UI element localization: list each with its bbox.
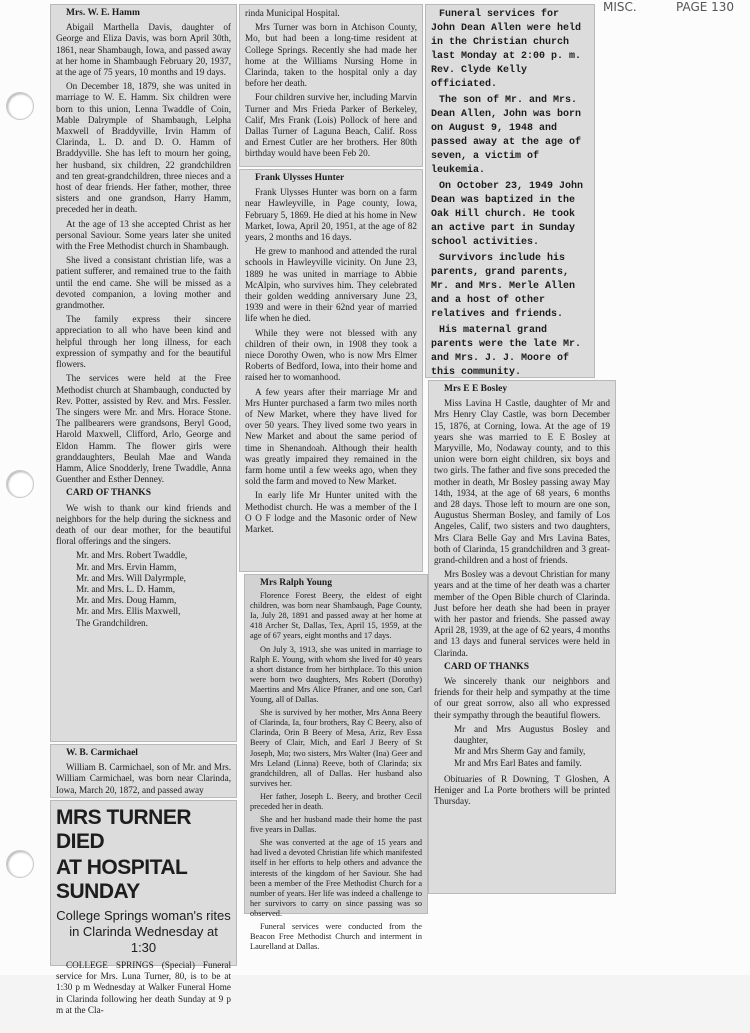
- binder-hole: [6, 470, 34, 498]
- paragraph: Miss Lavina H Castle, daughter of Mr and Mrs Henry Clay Castle, was born December 15, 1876, at Corning, Iowa. At the age of 19 years she was married to E E Bosley at Maryville, Mo, Nodaway county, and to this union were born eight children, six boys and two girls. The father and five sons preceded the mother in death, Mr Bosley passing away May 14th, 1934, at the age of 68 years, 6 months and 28 days. Those left to mourn are one son, Augustus Sherman Bosley, and family of Los Angeles, Calif, two sisters and two daughters, Mrs Clara Belle Gay and Mrs Lavina Bates, both of Clarinda, 15 grandchildren and 3 great-grand-children and a host of friends.: [434, 398, 610, 566]
- signature-line: Mr. and Mrs. Ervin Hamm,: [76, 561, 177, 572]
- signature-line: Mr. and Mrs. L. D. Hamm,: [76, 583, 176, 594]
- clipping-carmichael: [50, 744, 237, 798]
- paragraph: rinda Municipal Hospital.: [245, 8, 340, 18]
- subheadline: [56, 908, 231, 956]
- clipping-young: [244, 574, 428, 952]
- margin-note-page: PAGE 130: [676, 0, 735, 14]
- binder-hole: [6, 92, 34, 120]
- clipping-turner-continued: [239, 4, 423, 167]
- signature-line: Mr. and Mrs. Doug Hamm,: [76, 595, 177, 606]
- paragraph: Obituaries of R Downing, T Gloshen, A Heniger and La Porte brothers will be printed Thursday.: [434, 773, 610, 807]
- paragraph: Florence Forest Beery, the eldest of eight children, was born near Shambaugh, Page County, Ia, July 28, 1891 and passed away at her home at 418 Archer St, Dallas, Tex, April 15, 1959, at the age of 67 years, eight months and 17 days.: [250, 591, 422, 641]
- paragraph: Her father, Joseph L. Beery, and brother Cecil preceded her in death.: [250, 791, 422, 811]
- obituary-title: W. B. Carmichael: [66, 748, 138, 758]
- paragraph: Four children survive her, including Marvin Turner and Mrs Frieda Parker of Berkeley, Calif, Mrs Frank (Lois) Pollock of here and Dallas Turner of Laguna Beach, Calif. Ross and Ernest Cutler are her brothers. Her 80th birthday would have been Feb 20.: [245, 92, 417, 159]
- paragraph: The son of Mr. and Mrs. Dean Allen, John was born on August 9, 1948 and passed away at the age of seven, a victim of leukemia.: [431, 95, 582, 176]
- paragraph: Frank Ulysses Hunter was born on a farm near Hawleyville, in Page county, Iowa, February 5, 1869. He died at his home in New Market, Iowa, April 20, 1951, at the age of 82 years, 2 months and 16 days.: [245, 187, 417, 243]
- paragraph: He grew to manhood and attended the rural schools in Hawleyville vicinity. On June 23, 1889 he was united in marriage to Abbie McAlpin, who survives him. They celebrated their golden wedding anniversary June 23, 1939 and were in their 62nd year of married life when he died.: [245, 246, 417, 324]
- paragraph: Survivors include his parents, grand parents, Mr. and Mrs. Merle Allen and a host of other relatives and friends.: [431, 253, 576, 320]
- paragraph: Funeral services were conducted from the Beacon Free Methodist Church and interment in Laurelland at Dallas.: [250, 922, 422, 952]
- paragraph: On July 3, 1913, she was united in marriage to Ralph E. Young, with whom she lived for 40 years a short distance from her birthplace. To this union were born two daughters, Mrs Robert (Dorothy) Maertins and Mrs Alice Pfraner, and one son, Carl Young, all of Dallas.: [250, 644, 422, 705]
- paragraph: While they were not blessed with any children of their own, in 1908 they took a niece Dorothy Owen, who is now Mrs Elmer Roberts of Bedford, Iowa, into their home and raised her to womanhood.: [245, 327, 417, 383]
- paragraph: On October 23, 1949 John Dean was baptized in the Oak Hill church. He took an active part in Sunday school activities.: [431, 181, 584, 248]
- signature-line: The Grandchildren.: [76, 617, 148, 628]
- obituary-title: Mrs E E Bosley: [444, 384, 508, 394]
- card-of-thanks-title: CARD OF THANKS: [66, 488, 151, 499]
- paragraph: Funeral services for John Dean Allen were held in the Christian church last Monday at 2:00 p. m. Rev. Clyde Kelly officiated.: [431, 9, 582, 90]
- paragraph: The family express their sincere appreciation to all who have been kind and helpful through her long illness, for each expression of sympathy and for the beautiful flowers.: [56, 314, 231, 370]
- signature-line: Mr. and Mrs. Robert Twaddle,: [76, 550, 188, 561]
- paragraph: She was converted at the age of 15 years and had lived a devoted Christian life which manifested itself in her efforts to help others and advance the interests of the kingdom of her Saviour. She had been a member of the Free Methodist Church for a number of years. Her life was indeed a challenge to her survivors to carry on since passing was so observed.: [250, 838, 422, 918]
- paragraph: She lived a consistant christian life, was a patient sufferer, and remained true to the faith until the end came. She will be missed as a devoted companion, a loving mother and grandmother.: [56, 255, 231, 311]
- obituary-title: Frank Ulysses Hunter: [255, 173, 345, 183]
- clipping-hunter: [239, 169, 423, 572]
- paragraph: Mrs Bosley was a devout Christian for many years and at the time of her death was a charter member of the Open Bible church of Clarinda. Just before her death she had been in prayer with her pastor and friends. She passed away April 28, 1939, at the age of 62 years, 4 months and 13 days and funeral services were held in Clarinda.: [434, 569, 610, 658]
- clipping-allen: [425, 4, 595, 378]
- paragraph: We wish to thank our kind friends and neighbors for the help during the sickness and death of our dear mother, for the beautiful floral offerings and the singers.: [56, 502, 231, 547]
- paragraph: The services were held at the Free Methodist church at Shambaugh, conducted by Rev. Potter, assisted by Rev. and Mrs. Fessler. The singers were Mr. and Mrs. Horace Stone. The pallbearers were grandsons, Beryl Good, Harold Maxwell, Clifford, Arlo, George and Eldon Hamm. The flower girls were granddaughters, Beulah Mae and Wanda Hamm, Alice Snodderly, Irene Twaddle, Anna Guenther and Esther Denney.: [56, 373, 231, 485]
- paragraph: At the age of 13 she accepted Christ as her personal Saviour. Some years later she united with the Free Methodist church in Shambaugh.: [56, 218, 231, 252]
- paragraph: William B. Carmichael, son of Mr. and Mrs. William Carmichael, was born near Clarinda, Iowa, March 20, 1872, and passed away: [56, 762, 231, 795]
- binder-hole: [6, 850, 34, 878]
- obituary-title: Mrs. W. E. Hamm: [66, 8, 140, 18]
- signature-line: Mr and Mrs Sherm Gay and family,: [454, 746, 586, 757]
- paragraph: His maternal grand parents were the late Mr. and Mrs. J. J. Moore of this community.: [431, 325, 582, 378]
- card-of-thanks-title: CARD OF THANKS: [444, 661, 529, 672]
- subheadline-line: College Springs woman's rites: [56, 908, 231, 923]
- paragraph: She is survived by her mother, Mrs Anna Beery of Clarinda, Ia, four brothers, Ray C Beery, also of Clarinda, Orin B Beery of Mesa, Ariz, Rev Essa Beery of Clair, Mich, and Earl J Beery of St Joseph, Mo; two sisters, Mrs Walter (Ina) Geer and Mrs Leland (Linna) Reeve, both of Clarinda; six grandchildren, all of Dallas. Her husband also survives her.: [250, 708, 422, 788]
- margin-note-misc: MISC.: [603, 0, 637, 14]
- paragraph: A few years after their marriage Mr and Mrs Hunter purchased a farm two miles north of New Market, where they have lived for over 50 years. They lived some two years in New Market and about the same period of time in Shenandoah. Although their health was greatly impaired they remained in the farm home until a few weeks ago, when they sold the farm and moved to New Market.: [245, 386, 417, 487]
- clipping-turner: [50, 800, 237, 1015]
- paragraph: On December 18, 1879, she was united in marriage to W. E. Hamm. Six children were born to this union, Lenna Twaddle of Coin, Mable Dalrymple of Shambaugh, Lelpha Maxwell of Braddyville, Irvin Hamm of Clarinda, L. D. and D. O. Hamm of Braddyville. She has left to mourn her going, her husband, six children, 22 grandchildren and ten great-grandchildren, three nieces and a host of dear friends. Her father, mother, three sisters and one grandson, Harry Hamm, preceded her in death.: [56, 81, 231, 215]
- clipping-bosley: [428, 380, 616, 894]
- paragraph: Mrs Turner was born in Atchison County, Mo, but had been a long-time resident at College Springs. Recently she had made her home at the Williams Nursing Home in Clarinda, taken to the hospital only a day before her death.: [245, 22, 417, 89]
- signature-line: Mr and Mrs Augustus Bosley and daughter,: [454, 723, 610, 746]
- headline: MRS TURNER DIED: [56, 806, 191, 853]
- subheadline-line: in Clarinda Wednesday at 1:30: [69, 924, 218, 955]
- paragraph: She and her husband made their home the past five years in Dallas.: [250, 815, 422, 835]
- paragraph: COLLEGE SPRINGS (Special) Funeral service for Mrs. Luna Turner, 80, is to be at 1:30 p m Wednesday at Walker Funeral Home in Clarinda following her death Sunday at 9 p m at the Cla-: [56, 960, 231, 1015]
- clipping-hamm: [50, 4, 237, 742]
- paragraph: In early life Mr Hunter united with the Methodist church. He was a member of the I O O F lodge and the Masonic order of New Market.: [245, 490, 417, 535]
- signature-line: Mr. and Mrs. Ellis Maxwell,: [76, 606, 181, 617]
- signature-line: Mr. and Mrs. Will Dalyrmple,: [76, 572, 186, 583]
- signature-line: Mr and Mrs Earl Bates and family.: [454, 757, 582, 768]
- obituary-title: Mrs Ralph Young: [260, 578, 332, 588]
- paragraph: Abigail Marthella Davis, daughter of George and Eliza Davis, was born April 30th, 1861, near Shambaugh, Iowa, and passed away at her home in Shambaugh February 20, 1937, at the age of 75 years, 10 months and 19 days.: [56, 22, 231, 78]
- paragraph: We sincerely thank our neighbors and friends for their help and sympathy at the time of our great sorrow, also all who expressed their sympathy through the beautiful flowers.: [434, 676, 610, 720]
- headline: AT HOSPITAL SUNDAY: [56, 856, 187, 903]
